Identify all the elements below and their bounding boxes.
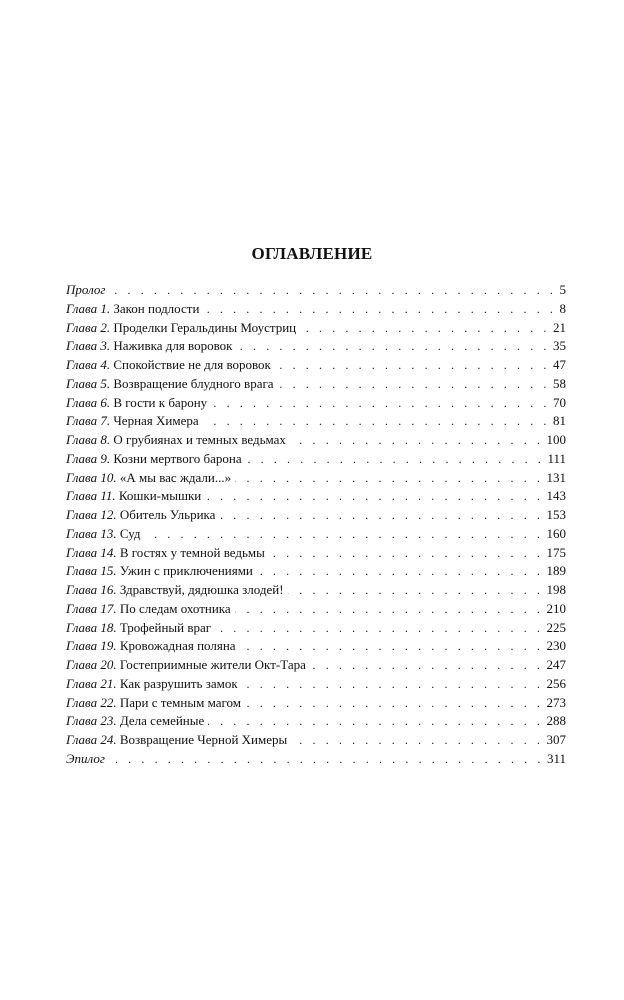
dot-leader xyxy=(203,300,556,319)
dot-leader xyxy=(109,750,544,769)
entry-label xyxy=(66,450,246,469)
dot-leader xyxy=(235,469,543,488)
dot-leader xyxy=(245,694,544,713)
page-number: 5 xyxy=(559,282,566,297)
entry-label xyxy=(66,431,290,450)
dot-leader xyxy=(208,712,543,731)
entry-label xyxy=(66,619,215,638)
chapter-number: Глава 6. xyxy=(66,394,111,410)
page-number: 273 xyxy=(546,694,566,710)
entry-label xyxy=(66,300,203,319)
entry-label xyxy=(66,750,109,769)
chapter-title: Трофейный враг xyxy=(119,619,212,635)
chapter-title: «А мы вас ждали...» xyxy=(119,469,232,485)
dot-leader xyxy=(219,506,543,525)
page-number: 131 xyxy=(546,469,566,485)
entry-label xyxy=(66,656,310,675)
page-number: 35 xyxy=(553,338,566,354)
chapter-number: Глава 24. xyxy=(66,732,117,747)
chapter-number: Пролог xyxy=(66,282,106,297)
chapter-number: Глава 8. xyxy=(66,432,111,447)
page-number: 288 xyxy=(546,713,566,729)
page-number: 189 xyxy=(546,563,566,579)
chapter-number: Глава 13. xyxy=(66,525,117,541)
page-number: 247 xyxy=(546,657,566,672)
chapter-title: Гостеприимные жители Окт-Тара xyxy=(119,657,306,672)
toc-entry xyxy=(66,506,566,525)
entry-label xyxy=(66,469,235,488)
page-number: 210 xyxy=(546,600,566,616)
dot-leader xyxy=(215,619,543,638)
entry-label xyxy=(66,281,109,300)
toc-entry xyxy=(66,525,566,544)
toc-entry xyxy=(66,487,566,506)
page-number: 175 xyxy=(546,544,566,560)
dot-leader xyxy=(240,637,544,656)
page-number: 70 xyxy=(553,394,566,410)
entry-label xyxy=(66,637,240,656)
chapter-title: Как разрушить замок xyxy=(119,675,238,691)
chapter-number: Глава 23. xyxy=(66,713,117,729)
dot-leader xyxy=(310,656,544,675)
toc-entry xyxy=(66,656,566,675)
chapter-number: Глава 22. xyxy=(66,694,117,710)
page-number: 58 xyxy=(553,375,566,391)
chapter-title: Закон подлости xyxy=(113,300,200,316)
dot-leader xyxy=(236,337,550,356)
dot-leader xyxy=(269,544,544,563)
toc-entry xyxy=(66,731,566,750)
chapter-title: В гостях у темной ведьмы xyxy=(119,544,265,560)
chapter-title: Наживка для воровок xyxy=(113,338,233,354)
toc-entry xyxy=(66,450,566,469)
dot-leader xyxy=(242,675,544,694)
entry-label xyxy=(66,412,203,431)
toc-entry xyxy=(66,337,566,356)
chapter-title: Проделки Геральдины Моустриц xyxy=(113,319,297,335)
chapter-title: Дела семейные xyxy=(119,713,205,729)
page-number: 198 xyxy=(546,582,566,597)
toc-entry xyxy=(66,356,566,375)
entry-label xyxy=(66,506,219,525)
table-of-contents xyxy=(66,281,566,769)
page-number: 307 xyxy=(546,732,566,747)
page-number: 81 xyxy=(553,413,566,429)
page-number: 100 xyxy=(546,432,566,447)
entry-label xyxy=(66,581,288,600)
toc-entry xyxy=(66,712,566,731)
entry-label xyxy=(66,544,269,563)
dot-leader xyxy=(203,412,550,431)
page-title: ОГЛАВЛЕНИЕ xyxy=(251,244,373,263)
dot-leader xyxy=(145,525,544,544)
chapter-number: Глава 19. xyxy=(66,638,117,654)
dot-leader xyxy=(275,356,550,375)
dot-leader xyxy=(291,731,543,750)
chapter-title: Козни мертвого барона xyxy=(113,450,242,466)
toc-entry xyxy=(66,694,566,713)
chapter-title: В гости к барону xyxy=(113,394,208,410)
entry-label xyxy=(66,712,208,731)
chapter-title: Возвращение Черной Химеры xyxy=(119,732,288,747)
entry-label xyxy=(66,694,245,713)
chapter-title: По следам охотника xyxy=(119,600,231,616)
chapter-number: Глава 18. xyxy=(66,619,117,635)
chapter-number: Глава 2. xyxy=(66,319,111,335)
chapter-number: Глава 15. xyxy=(66,563,117,579)
toc-entry xyxy=(66,619,566,638)
entry-label xyxy=(66,600,235,619)
toc-entry xyxy=(66,637,566,656)
dot-leader xyxy=(290,431,544,450)
dot-leader xyxy=(246,450,545,469)
toc-entry xyxy=(66,562,566,581)
toc-entry xyxy=(66,319,566,338)
chapter-number: Глава 1. xyxy=(66,300,111,316)
entry-label xyxy=(66,319,300,338)
chapter-number: Глава 4. xyxy=(66,357,111,372)
chapter-title: Обитель Ульрика xyxy=(119,507,216,522)
chapter-number: Глава 16. xyxy=(66,582,117,597)
chapter-title: Ужин с приключениями xyxy=(119,563,253,579)
page-number: 160 xyxy=(546,525,566,541)
chapter-number: Глава 14. xyxy=(66,544,117,560)
entry-label xyxy=(66,675,242,694)
dot-leader xyxy=(257,562,544,581)
dot-leader xyxy=(205,487,543,506)
page-number: 143 xyxy=(546,488,566,504)
dot-leader xyxy=(300,319,550,338)
chapter-title: Возвращение блудного врага xyxy=(113,375,274,391)
chapter-number: Глава 11. xyxy=(66,488,116,504)
chapter-number: Глава 20. xyxy=(66,657,117,672)
chapter-title: Черная Химера xyxy=(113,413,199,429)
page-number: 230 xyxy=(546,638,566,654)
page-number: 225 xyxy=(546,619,566,635)
toc-entry xyxy=(66,544,566,563)
toc-entry xyxy=(66,394,566,413)
chapter-number: Глава 21. xyxy=(66,675,117,691)
entry-label xyxy=(66,337,236,356)
page-number: 21 xyxy=(553,319,566,335)
chapter-number: Глава 12. xyxy=(66,507,117,522)
chapter-number: Глава 17. xyxy=(66,600,117,616)
chapter-title: Пари с темным магом xyxy=(119,694,241,710)
entry-label xyxy=(66,525,145,544)
entry-label xyxy=(66,562,257,581)
page-number: 153 xyxy=(546,507,566,522)
page-number: 47 xyxy=(553,357,566,372)
entry-label xyxy=(66,394,211,413)
chapter-title: Здравствуй, дядюшка злодей! xyxy=(119,582,284,597)
toc-entry xyxy=(66,581,566,600)
toc-entry xyxy=(66,412,566,431)
chapter-number: Глава 9. xyxy=(66,450,111,466)
dot-leader xyxy=(278,375,550,394)
dot-leader xyxy=(109,281,556,300)
page-number: 8 xyxy=(559,300,566,316)
page-number: 256 xyxy=(546,675,566,691)
entry-label xyxy=(66,731,291,750)
entry-label xyxy=(66,356,275,375)
entry-label xyxy=(66,375,278,394)
dot-leader xyxy=(211,394,550,413)
toc-entry xyxy=(66,750,566,769)
toc-entry xyxy=(66,600,566,619)
chapter-title: Суд xyxy=(119,525,141,541)
chapter-title: Спокойствие не для воровок xyxy=(113,357,271,372)
dot-leader xyxy=(288,581,544,600)
toc-entry xyxy=(66,469,566,488)
chapter-number: Глава 3. xyxy=(66,338,111,354)
chapter-number: Глава 5. xyxy=(66,375,111,391)
chapter-number: Эпилог xyxy=(66,750,105,766)
chapter-title: О грубиянах и темных ведьмах xyxy=(113,432,286,447)
chapter-title: Кровожадная поляна xyxy=(119,638,236,654)
toc-entry xyxy=(66,675,566,694)
chapter-title: Кошки-мышки xyxy=(118,488,202,504)
chapter-number: Глава 7. xyxy=(66,413,111,429)
toc-entry xyxy=(66,431,566,450)
page-number: 311 xyxy=(546,750,566,766)
toc-entry xyxy=(66,300,566,319)
toc-entry xyxy=(66,375,566,394)
entry-label xyxy=(66,487,205,506)
chapter-number: Глава 10. xyxy=(66,469,117,485)
page-number: 111 xyxy=(547,450,566,466)
dot-leader xyxy=(235,600,544,619)
toc-entry xyxy=(66,281,566,300)
